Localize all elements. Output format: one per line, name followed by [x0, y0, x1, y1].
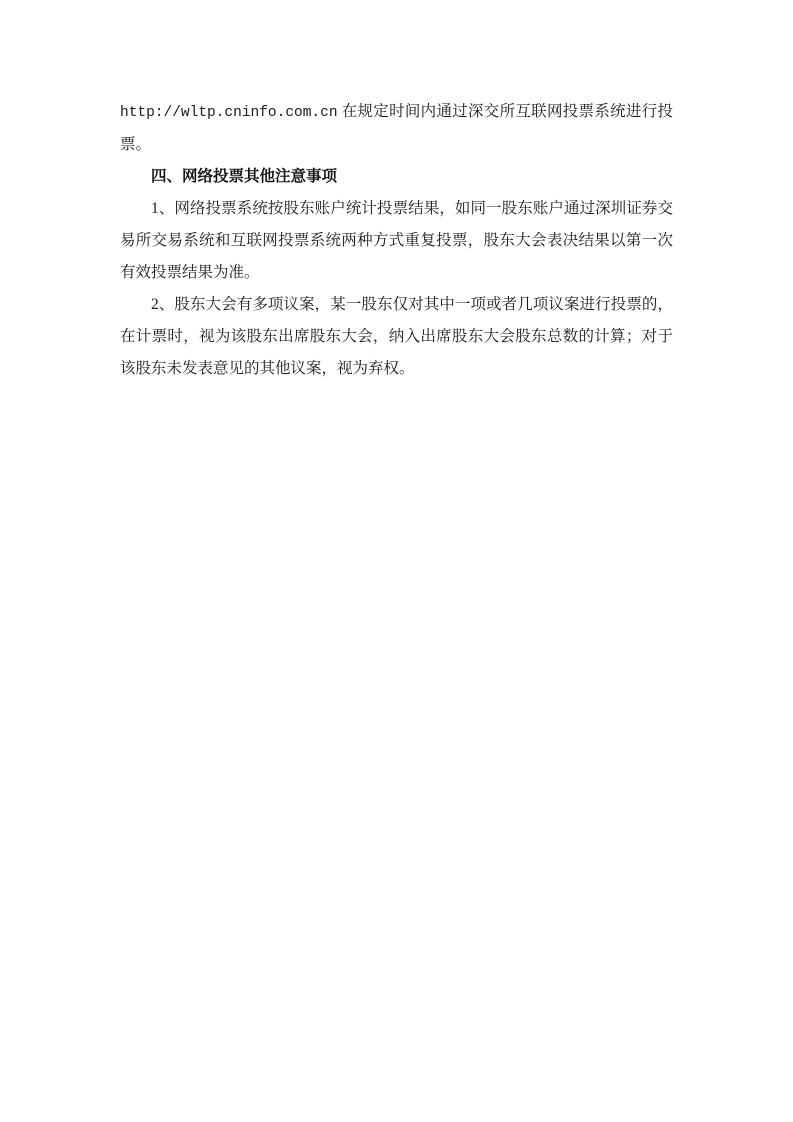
section-heading: 四、网络投票其他注意事项	[151, 168, 338, 185]
url-paragraph-text: 在规定时间内通过深交所互联网投票系统进行投票。	[120, 103, 673, 153]
paragraph-url-continuation	[120, 96, 673, 161]
paragraph-note-1: 1、网络投票系统按股东账户统计投票结果，如同一股东账户通过深圳证券交易所交易系统和互联网投票系统两种方式重复投票，股东大会表决结果以第一次有效投票结果为准。	[120, 200, 673, 281]
paragraph-note-2: 2、股东大会有多项议案，某一股东仅对其中一项或者几项议案进行投票的，在计票时，视为该股东出席股东大会，纳入出席股东大会股东总数的计算；对于该股东未发表意见的其他议案，视为弃权。	[120, 296, 673, 377]
internet-voting-url: http://wltp.cninfo.com.cn	[120, 105, 338, 121]
